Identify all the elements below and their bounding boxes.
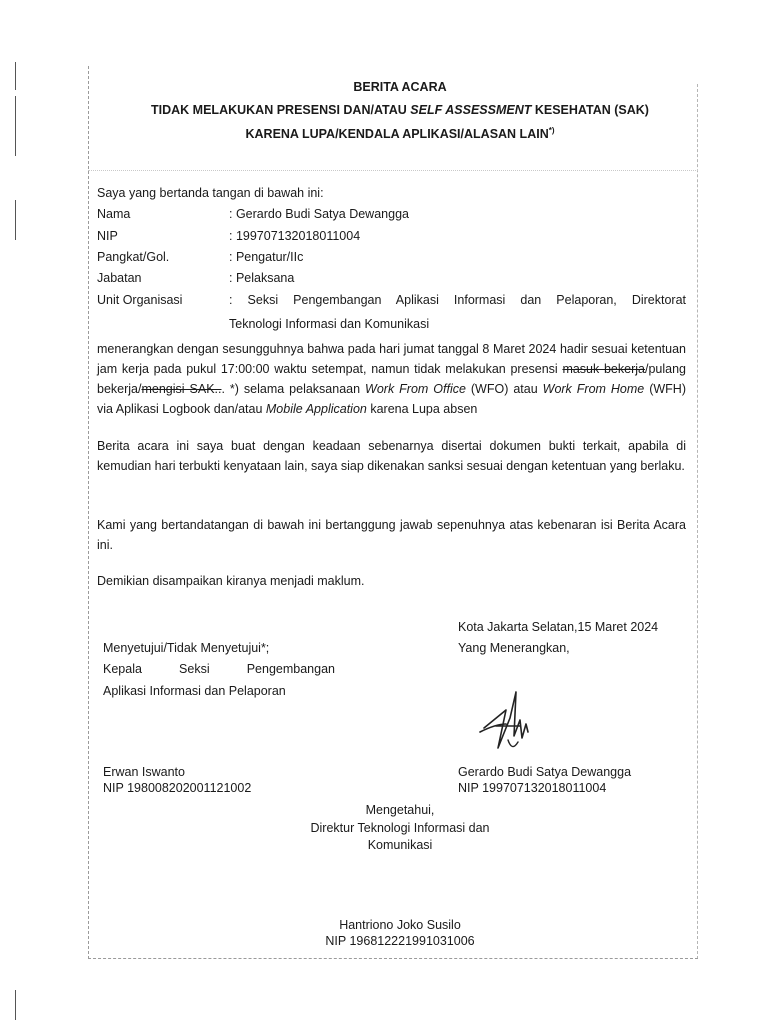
name-label: Nama bbox=[97, 207, 131, 221]
place-date: Kota Jakarta Selatan,15 Maret 2024 bbox=[458, 620, 659, 634]
scan-edge-mark-bottom bbox=[15, 990, 16, 1020]
declarant-name: Gerardo Budi Satya Dewangga bbox=[458, 765, 632, 779]
unit-value-line2: Teknologi Informasi dan Komunikasi bbox=[229, 317, 430, 331]
position-value: : Pelaksana bbox=[229, 271, 295, 285]
head-title-line2: Aplikasi Informasi dan Pelaporan bbox=[103, 684, 286, 698]
scan-edge-mark-upper bbox=[15, 96, 16, 156]
declaration-paragraph: Berita acara ini saya buat dengan keadaan sebenarnya disertai dokumen bukti terkait, apabila di kemudian hari terbukti kenyataan lain, saya siap dikenakan sanksi sesuai dengan ketentuan yang berlaku. bbox=[97, 439, 686, 473]
responsibility-paragraph: Kami yang bertandatangan di bawah ini bertanggung jawab sepenuhnya atas kebenaran isi Berita Acara ini. bbox=[97, 518, 686, 552]
head-name: Erwan Iswanto bbox=[103, 765, 185, 779]
nip-value: : 199707132018011004 bbox=[229, 229, 361, 243]
head-nip: NIP 198008202001121002 bbox=[103, 781, 252, 795]
head-title-word2: Seksi bbox=[179, 662, 210, 676]
scan-edge-mark-top bbox=[15, 62, 16, 90]
document-title: BERITA ACARA bbox=[353, 80, 447, 94]
scan-edge-mark-middle bbox=[15, 200, 16, 240]
frame-bottom-border bbox=[88, 958, 698, 959]
nip-label: NIP bbox=[97, 229, 118, 243]
approval-label: Menyetujui/Tidak Menyetujui*; bbox=[103, 641, 270, 655]
document-subtitle: TIDAK MELAKUKAN PRESENSI DAN/ATAU SELF ASSESSMENT KESEHATAN (SAK) bbox=[151, 103, 649, 117]
director-title-line2: Komunikasi bbox=[367, 838, 433, 852]
director-title-line1: Direktur Teknologi Informasi dan bbox=[310, 821, 490, 835]
declarant-nip: NIP 199707132018011004 bbox=[458, 781, 607, 795]
head-title-word1: Kepala bbox=[103, 662, 142, 676]
frame-right-border bbox=[697, 84, 698, 959]
director-name: Hantriono Joko Susilo bbox=[339, 918, 461, 932]
unit-value-line1: : Seksi Pengembangan Aplikasi Informasi dan Pelaporan, Direktorat bbox=[229, 293, 686, 307]
position-label: Jabatan bbox=[97, 271, 142, 285]
intro-text: Saya yang bertanda tangan di bawah ini: bbox=[97, 186, 324, 200]
header-separator bbox=[88, 170, 698, 171]
statement-paragraph: menerangkan dengan sesungguhnya bahwa pada hari jumat tanggal 8 Maret 2024 hadir sesuai ketentuan jam kerja pada pukul 17:00:00 waktu setempat, namun tidak melakukan presensi masuk bekerja/pulang bekerja/mengisi SAK... *) selama pelaksanaan Work From Office (WFO) atau Work From Home (WFH) via Aplikasi Logbook dan/atau Mobile Application karena Lupa absen bbox=[97, 342, 686, 416]
unit-label: Unit Organisasi bbox=[97, 293, 183, 307]
head-title-word3: Pengembangan bbox=[246, 662, 335, 676]
acknowledge-label: Mengetahui, bbox=[365, 803, 435, 817]
rank-label: Pangkat/Gol. bbox=[97, 250, 170, 264]
frame-left-border bbox=[88, 66, 89, 959]
unit-value bbox=[229, 293, 686, 307]
closing-text: Demikian disampaikan kiranya menjadi maklum. bbox=[97, 574, 365, 588]
document-subtitle-line2: KARENA LUPA/KENDALA APLIKASI/ALASAN LAIN*) bbox=[245, 126, 555, 142]
declarant-label: Yang Menerangkan, bbox=[458, 641, 570, 655]
handwritten-signature bbox=[476, 680, 566, 760]
director-nip: NIP 196812221991031006 bbox=[325, 934, 475, 948]
rank-value: : Pengatur/IIc bbox=[229, 250, 304, 264]
name-value: : Gerardo Budi Satya Dewangga bbox=[229, 207, 409, 221]
head-title-line1 bbox=[103, 662, 335, 676]
